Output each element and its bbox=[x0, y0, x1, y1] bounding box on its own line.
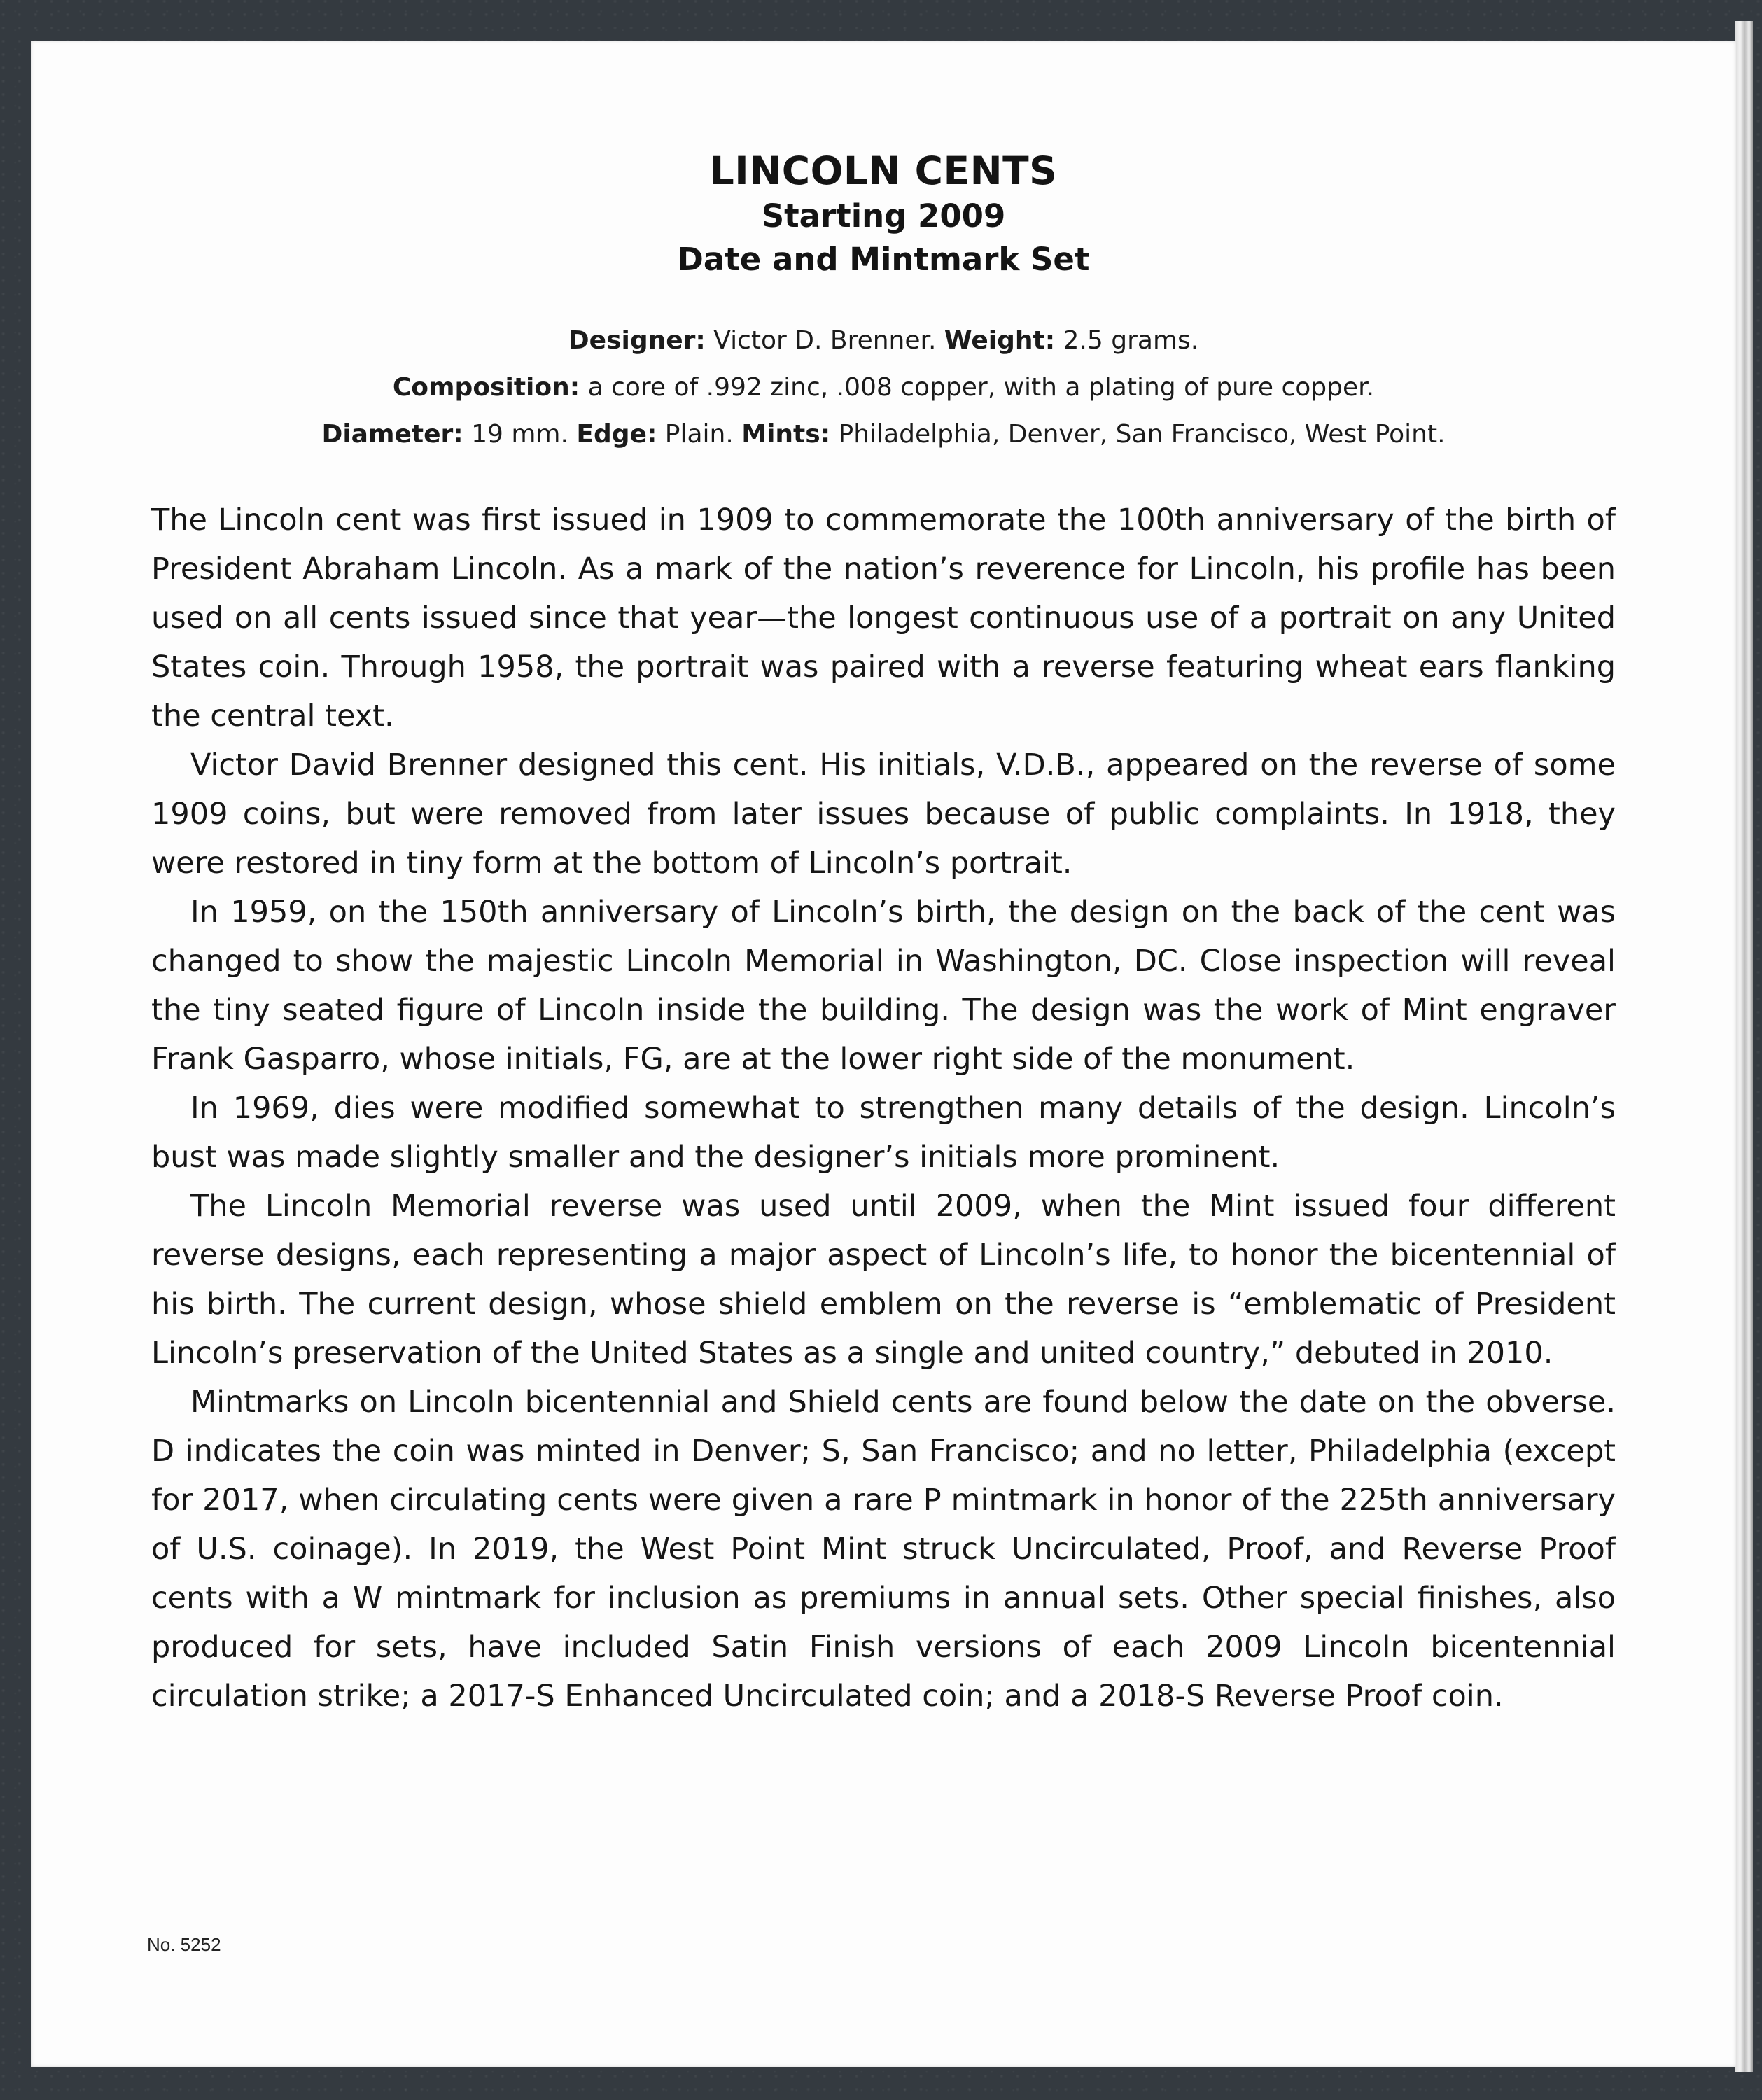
composition-label: Composition: bbox=[392, 373, 580, 402]
composition-value: a core of .992 zinc, .008 copper, with a plating of pure copper. bbox=[580, 373, 1375, 402]
catalog-number: No. 5252 bbox=[147, 1934, 221, 1955]
mints-value: Philadelphia, Denver, San Francisco, West Point. bbox=[830, 420, 1446, 449]
weight-label: Weight: bbox=[944, 326, 1056, 355]
weight-value: 2.5 grams. bbox=[1055, 326, 1199, 355]
mints-label: Mints: bbox=[741, 420, 831, 449]
designer-value: Victor D. Brenner. bbox=[705, 326, 944, 355]
spec-line-designer-weight bbox=[31, 326, 1736, 355]
diameter-value: 19 mm. bbox=[463, 420, 577, 449]
edge-label: Edge: bbox=[576, 420, 657, 449]
body-text bbox=[151, 496, 1616, 1721]
designer-label: Designer: bbox=[568, 326, 706, 355]
page-title: LINCOLN CENTS bbox=[709, 148, 1058, 193]
diameter-label: Diameter: bbox=[321, 420, 463, 449]
paragraph-memorial-reverse: In 1959, on the 150th anniversary of Lincoln’s birth, the design on the back of the cent was changed to show the majestic Lincoln Memorial in Washington, DC. Close inspection will reveal the tiny seated figure of Lincoln inside the building. The design was the work of Mint engraver Frank Gasparro, whose initials, FG, are at the lower right side of the monument. bbox=[151, 895, 1616, 1077]
paragraph-designer: Victor David Brenner designed this cent. His initials, V.D.B., appeared on the reverse of some 1909 coins, but were removed from later issues because of public complaints. In 1918, they were restored in tiny form at the bottom of Lincoln’s portrait. bbox=[151, 748, 1616, 881]
page-subtitle: Starting 2009 bbox=[761, 197, 1006, 234]
edge-value: Plain. bbox=[657, 420, 742, 449]
paragraph-1969-dies: In 1969, dies were modified somewhat to strengthen many details of the design. Lincoln’s bust was made slightly smaller and the designer’s initials more prominent. bbox=[151, 1091, 1616, 1175]
document-page bbox=[31, 41, 1736, 2067]
paragraph-bicentennial: The Lincoln Memorial reverse was used until 2009, when the Mint issued four different reverse designs, each representing a major aspect of Lincoln’s life, to honor the bicentennial of his birth. The current design, whose shield emblem on the reverse is “emblematic of President Lincoln’s preservation of the United States as a single and united country,” debuted in 2010. bbox=[151, 1189, 1616, 1371]
set-name: Date and Mintmark Set bbox=[677, 241, 1090, 278]
spec-line-composition bbox=[31, 373, 1736, 402]
paragraph-mintmarks: Mintmarks on Lincoln bicentennial and Shield cents are found below the date on the obverse. D indicates the coin was minted in Denver; S, San Francisco; and no letter, Philadelphia (except for 2017, when circulating cents were given a rare P mintmark in honor of the 225th anniversary of U.S. coinage). In 2019, the West Point Mint struck Uncirculated, Proof, and Reverse Proof cents with a W mintmark for inclusion as premiums in annual sets. Other special finishes, also produced for sets, have included Satin Finish versions of each 2009 Lincoln bicentennial circulation strike; a 2017-S Enhanced Uncirculated coin; and a 2018-S Reverse Proof coin. bbox=[151, 1385, 1616, 1714]
spec-line-diameter-edge-mints bbox=[31, 420, 1736, 449]
page-edges bbox=[1735, 21, 1753, 2072]
paragraph-history: The Lincoln cent was first issued in 1909 to commemorate the 100th anniversary of the birth of President Abraham Lincoln. As a mark of the nation’s reverence for Lincoln, his profile has been used on all cents issued since that year—the longest continuous use of a portrait on any United States coin. Through 1958, the portrait was paired with a reverse featuring wheat ears flanking the central text. bbox=[151, 503, 1616, 734]
